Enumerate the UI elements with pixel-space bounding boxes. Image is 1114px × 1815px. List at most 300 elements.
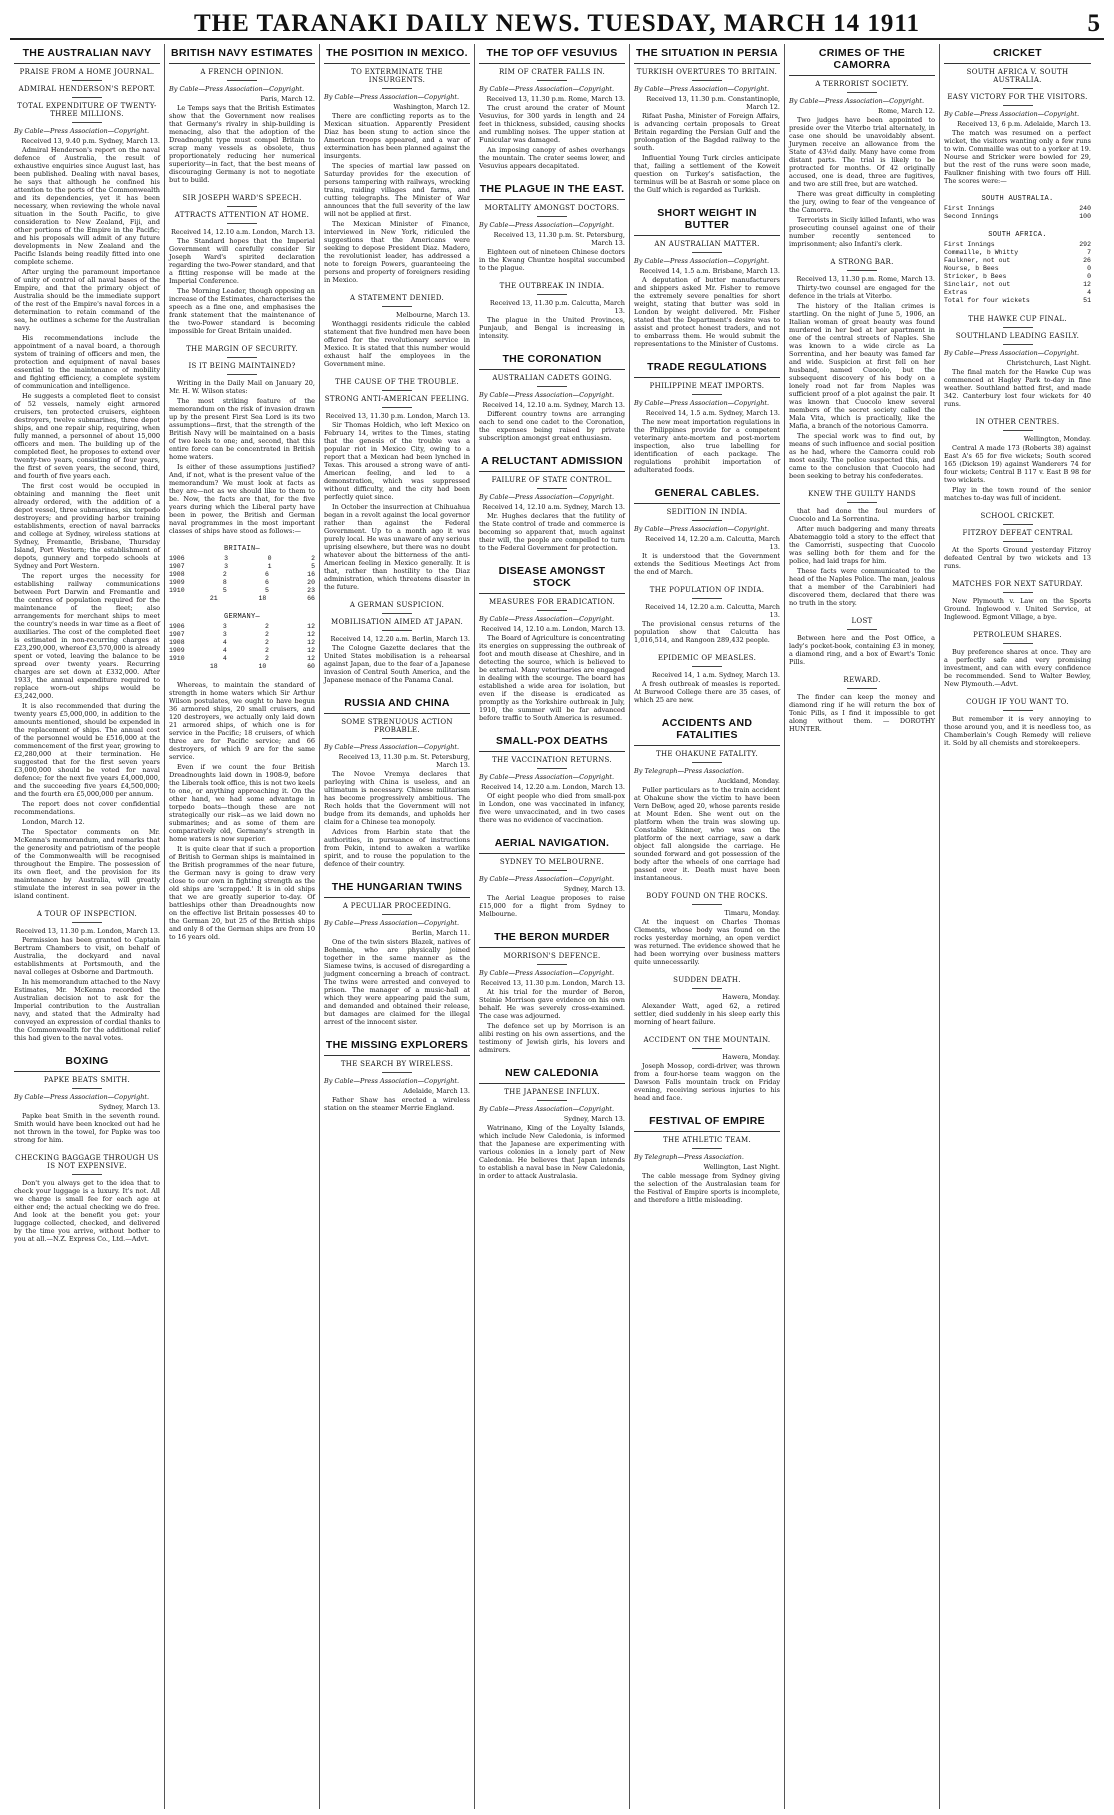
article-subheading: EPIDEMIC OF MEASLES. xyxy=(657,654,757,662)
article-subheading: CHECKING BAGGAGE THROUGH US IS NOT EXPENSIVE. xyxy=(15,1154,159,1170)
article-subheading: SOME STRENUOUS ACTION PROBABLE. xyxy=(341,718,453,734)
article-subheading: THE POPULATION OF INDIA. xyxy=(649,586,765,594)
paragraph: The report does not cover confidential recommendations. xyxy=(14,800,160,816)
table-cell: 66 xyxy=(307,595,315,602)
article-dateline: Hawera, Monday. xyxy=(722,1053,780,1061)
paragraph: The defence set up by Morrison is an alibi resting on his own assertions, and the testimony of Jewish girls, his lovers and admirers. xyxy=(479,1022,625,1054)
table-cell: 1910 xyxy=(169,587,185,594)
article-dateline: Received 14, 1 a.m. Sydney, March 13. xyxy=(651,671,780,679)
article-section xyxy=(324,68,470,284)
paragraph: Buy preference shares at once. They are a perfectly safe and very promising investment, and can with every confidence be recommended. Send to Walter Bewley, New Plymouth.—Advt. xyxy=(944,648,1091,688)
article-body xyxy=(479,792,625,824)
table-cell: 7 xyxy=(1087,249,1091,256)
paragraph: The provisional census returns of the population show that Calcutta has 1,016,514, and Rangoon 289,432 people. xyxy=(634,620,780,644)
table-title: SOUTH AFRICA. xyxy=(988,231,1047,239)
article-headline: THE CORONATION xyxy=(479,350,625,370)
column-headline: THE POSITION IN MEXICO. xyxy=(324,44,470,64)
paragraph: Joseph Mossop, cordi-driver, was thrown from a four-horse team waggon on the Dawson Falls mountain track on Friday evening, receiving serious injuries to his head and face. xyxy=(634,1062,780,1102)
paragraph: Father Shaw has erected a wireless station on the steamer Merrie England. xyxy=(324,1096,470,1112)
article-subheading: A PECULIAR PROCEEDING. xyxy=(342,902,452,910)
article-section xyxy=(944,315,1091,408)
table-cell: 1907 xyxy=(169,631,185,638)
table-row xyxy=(944,281,1091,289)
table-cell: 2 xyxy=(265,647,269,654)
rule-divider xyxy=(537,386,567,387)
rule-divider xyxy=(847,270,877,271)
article-section xyxy=(944,231,1091,305)
rule-divider xyxy=(692,904,722,905)
paragraph: One of the twin sisters Blazek, natives of Bohemia, who are physically joined together in the same manner as the Siamese twins, is accused of disregarding a judgment concerning a breach of contract. The twins were arrested and conveyed to prison. The manager of a music-hall at which they were appearing paid the sum, and demanded and obtained their release, but damages are claimed for the illegal arrest of the innocent sister. xyxy=(324,938,470,1026)
article-body xyxy=(634,680,780,704)
article-body xyxy=(479,512,625,552)
article-section xyxy=(634,358,780,474)
article-body xyxy=(324,320,470,368)
article-subheading: A GERMAN SUSPICION. xyxy=(349,601,445,609)
paragraph: After much badgering and many threats Abatemaggio told a story to the effect that the Camorristi, suspecting that Cuocolo was selling both for them and for the police, had laid traps for him. xyxy=(789,525,935,565)
article-dateline: Received 14, 12.10 a.m. London, March 13. xyxy=(480,625,625,633)
table-cell: 12 xyxy=(307,623,315,630)
paragraph: The history of the Italian crimes is startling. On the night of June 5, 1906, an Italian woman of great beauty was found murdered in her bed at her apartment in one of the central streets of Naples. She was known to a wide circle as La Sorrentina, and her beauty was famed far and wide. Suspicion at first fell on her husband, named Cuocolo, but the subsequent discovery of his body on a lonely road not far from Naples was sufficient proof of a plot against the pair. It was known that Cuocolo knew several members of the secret society called the Mala Vita, which is practically, like the Mafia, a branch of the notorious Camorra. xyxy=(789,302,935,430)
article-dateline: Received 13, 11.30 p.m. St. Petersburg, March 13. xyxy=(338,753,470,769)
article-dateline: Received 13, 11.30 p.m. Constantinople, March 12. xyxy=(646,95,780,111)
article-headline: THE MISSING EXPLORERS xyxy=(324,1036,470,1056)
article-dateline: Received 13, 11.30 p.m. London, March 13. xyxy=(480,979,625,987)
paragraph: Papke beat Smith in the seventh round. Smith would have been knocked out had he not thrown in the towel, for Papke was too strong for him. xyxy=(14,1112,160,1144)
article-body xyxy=(324,1096,470,1112)
rule-divider xyxy=(1003,344,1033,345)
article-subheading: THE VACCINATION RETURNS. xyxy=(492,756,612,764)
table-row xyxy=(169,563,315,571)
article-body xyxy=(479,410,625,442)
rule-divider xyxy=(1003,430,1033,431)
table-cell: 1 xyxy=(267,563,272,570)
paragraph: Rifaat Pasha, Minister of Foreign Affairs, is advancing certain proposals to Great Britain regarding the Persian Gulf and the prolongation of the Bagdad railway to the south. xyxy=(634,112,780,152)
article-section xyxy=(169,681,315,941)
article-body xyxy=(789,284,935,480)
article-dateline: Melbourne, March 13. xyxy=(396,311,470,319)
paragraph: The Spectator comments on Mr. McKenna's memorandum, and remarks that the generosity and patriotism of the people of the Commonwealth will be recognised throughout the Empire. The possession of its own fleet, and the provision for its maintenance by Australia, will greatly stimulate the interest in sea power in the island continent. xyxy=(14,828,160,900)
data-table xyxy=(944,231,1091,305)
article-section xyxy=(479,452,625,552)
article-headline: NEW CALEDONIA xyxy=(479,1064,625,1084)
article-body xyxy=(324,938,470,1026)
table-row xyxy=(169,647,315,655)
article-section xyxy=(944,68,1091,185)
article-section xyxy=(944,418,1091,502)
article-subheading: TOTAL EXPENDITURE OF TWENTY-THREE MILLIONS. xyxy=(17,102,157,118)
paragraph: At the inquest on Charles Thomas Clements, whose body was found on the rocks yesterday morning, an open verdict was returned. The evidence showed that he had been worrying over business matters quite unnecessarily. xyxy=(634,918,780,966)
column-headline: CRICKET xyxy=(944,44,1091,64)
article-body xyxy=(14,1112,160,1144)
table-cell: Stricker, b Bees xyxy=(944,273,1007,280)
article-byline: By Cable—Press Association—Copyright. xyxy=(324,93,460,101)
rule-divider xyxy=(537,610,567,611)
page-number: 5 xyxy=(1087,10,1100,37)
article-section xyxy=(634,654,780,704)
paragraph: The match was resumed on a perfect wicket, the visitors wanting only a few runs to win. Commaille was out to a yorker at 19. Nourse and Stricker were bowled for 29, but the rest of the runs were soon made, Faulkner finishing with two fours off Hill. The scores were:— xyxy=(944,129,1091,185)
article-dateline: Berlin, March 11. xyxy=(411,929,470,937)
table-cell: 12 xyxy=(307,655,315,662)
article-body xyxy=(789,507,935,607)
article-byline: By Cable—Press Association—Copyright. xyxy=(14,1093,150,1101)
article-dateline: Received 14, 1.5 a.m. Brisbane, March 13. xyxy=(639,267,780,275)
article-section xyxy=(789,80,935,248)
article-body xyxy=(634,1002,780,1026)
article-subheading: MORTALITY AMONGST DOCTORS. xyxy=(484,204,620,212)
article-body xyxy=(789,116,935,248)
paragraph: The cable message from Sydney giving the selection of the Australasian team for the Festival of Empire sports is incomplete, and therefore a little misleading. xyxy=(634,1172,780,1204)
rule-divider xyxy=(847,502,877,503)
article-body xyxy=(479,988,625,1054)
article-body xyxy=(944,129,1091,185)
paragraph: His recommendations include the appointment of a naval board, a thorough system of training of officers and men, the protection and equipment of naval bases essential to the maintenance of mobility and fighting efficiency, a complete system of communication and intelligence. xyxy=(14,334,160,390)
paragraph: The Novoe Vremya declares that parleying with China is useless, and an ultimatum is necessary. Chinese militarism has become progressively ambitious. The Rech holds that the Government will not budge from its demands, and upholds her claim for a Chinese tea monopoly. xyxy=(324,770,470,826)
rule-divider xyxy=(382,390,412,391)
article-subheading: PAPKE BEATS SMITH. xyxy=(43,1076,131,1084)
article-subheading: SCHOOL CRICKET. xyxy=(980,512,1055,520)
table-cell: 1909 xyxy=(169,647,185,654)
article-body xyxy=(789,693,935,733)
article-subheading: A FRENCH OPINION. xyxy=(200,68,284,76)
rule-divider xyxy=(227,374,257,375)
article-subheading: IN OTHER CENTRES. xyxy=(975,418,1060,426)
rule-divider xyxy=(72,922,102,923)
table-cell: 26 xyxy=(1083,257,1091,264)
article-body xyxy=(324,112,470,284)
rule-divider xyxy=(227,206,257,207)
article-subheading: SIR JOSEPH WARD'S SPEECH. xyxy=(182,194,302,202)
article-headline: THE HUNGARIAN TWINS xyxy=(324,878,470,898)
rule-divider xyxy=(692,80,722,81)
article-section xyxy=(324,1036,470,1112)
article-body xyxy=(944,715,1091,747)
article-byline: By Cable—Press Association—Copyright. xyxy=(479,493,615,501)
article-byline: By Telegraph—Press Association. xyxy=(634,1153,744,1161)
article-dateline: Received 14, 12.10 a.m. Sydney, March 13. xyxy=(482,503,625,511)
article-section xyxy=(634,892,780,966)
rule-divider xyxy=(1003,592,1033,593)
article-subheading: THE OHAKUNE FATALITY. xyxy=(656,750,758,758)
rule-divider xyxy=(1003,327,1033,328)
article-subheading: TURKISH OVERTURES TO BRITAIN. xyxy=(636,68,778,76)
article-body xyxy=(479,894,625,918)
article-body xyxy=(944,368,1091,408)
article-subheading: COUGH IF YOU WANT TO. xyxy=(966,698,1069,706)
paragraph: The final match for the Hawke Cup was commenced at Hagley Park to-day in fine weather. Southland batted first, and made 342. Canterbury lost four wickets for 40 runs. xyxy=(944,368,1091,408)
rule-divider xyxy=(537,294,567,295)
article-section xyxy=(324,601,470,684)
data-table xyxy=(944,195,1091,221)
table-cell: 1907 xyxy=(169,563,185,570)
table-cell: 10 xyxy=(258,663,267,670)
article-dateline: Received 14, 12.20 a.m. London, March 13. xyxy=(480,783,625,791)
table-cell: 12 xyxy=(307,647,315,654)
article-body xyxy=(324,421,470,591)
article-headline: TRADE REGULATIONS xyxy=(634,358,780,378)
table-cell: 6 xyxy=(265,571,269,578)
table-cell: 8 xyxy=(222,579,227,586)
table-cell: 4 xyxy=(222,647,227,654)
article-byline: By Cable—Press Association—Copyright. xyxy=(14,127,150,135)
paragraph: Wonthaggi residents ridicule the cabled statement that five hundred men have been offered for the revolutionary service in Mexico. It is stated that this number would exhaust half the employees in the Government mine. xyxy=(324,320,470,368)
table-row xyxy=(169,571,315,579)
article-section xyxy=(14,1154,160,1243)
article-dateline: Received 13, 9.40 p.m. Sydney, March 13. xyxy=(21,137,160,145)
paragraph: Between here and the Post Office, a lady's pocket-book, containing £3 in money, a diamond ring, and a box of Ewart's Tonic Pills. xyxy=(789,634,935,666)
rule-divider xyxy=(227,223,257,224)
article-dateline: Sydney, March 13. xyxy=(563,885,625,893)
article-dateline: Auckland, Monday. xyxy=(717,777,780,785)
article-dateline: Received 13, 11.30 p.m. Rome, March 13. xyxy=(486,95,625,103)
article-dateline: Received 14, 12.10 a.m. Sydney, March 13. xyxy=(482,401,625,409)
table-row xyxy=(169,631,315,639)
paragraph: After urging the paramount importance of unity of control of all naval bases of the Empire, and that the primary object of Australia should be the immediate support of the rest of the Empire's naval forces in a determination to retain command of the sea, he outlines a scheme for the Australian navy. xyxy=(14,268,160,332)
article-subheading: TO EXTERMINATE THE INSURGENTS. xyxy=(351,68,443,84)
rule-divider xyxy=(72,80,102,81)
rule-divider xyxy=(72,1174,102,1175)
article-byline: By Cable—Press Association—Copyright. xyxy=(479,615,615,623)
table-row xyxy=(169,587,315,595)
paragraph: Don't you always get to the idea that to check your luggage is a luxury. It's not. All we charge is small fee for each age at either end; the actual checking we do free. And look at the benefit you get: your luggage collected, checked, and delivered by the time you arrive, without bother to you at all.—N.Z. Express Co., Ltd.—Advt. xyxy=(14,1179,160,1243)
article-subheading: ADMIRAL HENDERSON'S REPORT. xyxy=(18,85,156,93)
table-cell: 12 xyxy=(1083,281,1091,288)
paragraph: The Standard hopes that the Imperial Government will carefully consider Sir Joseph Ward's spirited declaration regarding the two-Power standard, and that a fitting response will be made at the Imperial Conference. xyxy=(169,237,315,285)
article-dateline: Received 14, 12.10 a.m. London, March 13. xyxy=(170,228,315,236)
rule-divider xyxy=(1003,541,1033,542)
paragraph: Writing in the Daily Mail on January 20, Mr. H. W. Wilson states: xyxy=(169,379,315,395)
article-byline: By Cable—Press Association—Copyright. xyxy=(479,875,615,883)
table-cell: First Innings xyxy=(944,205,995,212)
article-subheading: SOUTH AFRICA V. SOUTH AUSTRALIA. xyxy=(966,68,1069,84)
column-headline: THE SITUATION IN PERSIA xyxy=(634,44,780,64)
article-byline: By Cable—Press Association—Copyright. xyxy=(324,919,460,927)
paragraph: Watrinano, King of the Loyalty Islands, which include New Caledonia, is informed that the Japanese are experimenting with various colonies in a lonely part of New Caledonia. He believes that Japan intends to establish a naval base in New Caledonia, in order to attack Australasia. xyxy=(479,1124,625,1180)
article-section xyxy=(789,258,935,480)
article-section xyxy=(169,194,315,335)
table-cell: 4 xyxy=(222,639,227,646)
rule-divider xyxy=(692,666,722,667)
paragraph: Alexander Watt, aged 62, a retired settler, died suddenly in his sleep early this morning of heart failure. xyxy=(634,1002,780,1026)
article-subheading: ATTRACTS ATTENTION AT HOME. xyxy=(174,211,310,219)
article-dateline: Hawera, Monday. xyxy=(722,993,780,1001)
article-subheading: AUSTRALIAN CADETS GOING. xyxy=(492,374,612,382)
article-subheading: A STATEMENT DENIED. xyxy=(349,294,445,302)
table-row xyxy=(944,289,1091,297)
paragraph: The crust around the crater of Mount Vesuvius, for 300 yards in length and 24 feet in thickness, subsided, causing shocks and rumbling noises. The upper station at Funicular was damaged. xyxy=(479,104,625,144)
paragraph: New Plymouth v. Law on the Sports Ground. Inglewood v. United Service, at Inglewood. Egmont Village, a bye. xyxy=(944,597,1091,621)
article-subheading: IS IT BEING MAINTAINED? xyxy=(188,362,296,370)
article-dateline: Sydney, March 13. xyxy=(563,1115,625,1123)
paragraph: But remember it is very annoying to those around you, and it is needless too, as Chamberlain's Cough Remedy will relieve it. Sold by all chemists and storekeepers. xyxy=(944,715,1091,747)
article-section xyxy=(634,484,780,576)
article-subheading: PHILIPPINE MEAT IMPORTS. xyxy=(649,382,765,390)
article-dateline: Paris, March 12. xyxy=(260,95,315,103)
article-subheading: A TERRORIST SOCIETY. xyxy=(815,80,909,88)
article-byline: By Cable—Press Association—Copyright. xyxy=(479,1105,615,1113)
paragraph: Influential Young Turk circles anticipate that, failing a settlement of the Koweit question on Turkey's satisfaction, the terminus will be at Basrah or some place on the Gulf which is regarded as Turkish. xyxy=(634,154,780,194)
article-body xyxy=(479,634,625,722)
paragraph: Admiral Henderson's report on the naval defence of Australia, the result of exhaustive enquiries since August last, has been published. Dealing with naval bases, he says that although he confined his attention to the ports of the Commonwealth and its dependencies, yet it has been necessary, when reviewing the whole naval situation in the South Pacific, to give consideration to New Zealand, Fiji, and other portions of the Empire in the Pacific; and his proposals will admit of any future developments in New Zealand and the Pacific Islands being readily fitted into one complete scheme. xyxy=(14,146,160,266)
article-byline: By Cable—Press Association—Copyright. xyxy=(634,525,770,533)
table-cell: 12 xyxy=(307,631,315,638)
article-body xyxy=(14,1179,160,1243)
article-byline: By Cable—Press Association—Copyright. xyxy=(944,349,1080,357)
paragraph: London, March 12. xyxy=(22,818,85,826)
table-cell: 2 xyxy=(265,631,269,638)
article-headline: THE PLAGUE IN THE EAST. xyxy=(479,180,625,200)
paragraph: Mr. Hughes declares that the futility of the State control of trade and commerce is becoming so apparent that, much against their will, the people are compelled to turn to the Federal Government for protection. xyxy=(479,512,625,552)
article-dateline: Washington, March 12. xyxy=(393,103,470,111)
paragraph: The plague in the United Provinces, Punjaub, and Bengal is increasing in intensity. xyxy=(479,316,625,340)
article-subheading: SOUTHLAND LEADING EASILY. xyxy=(955,332,1080,340)
article-dateline: Received 13, 11.30 p.m. Rome, March 13. xyxy=(796,275,935,283)
paragraph: that had done the foul murders of Cuocolo and La Sorrentina. xyxy=(789,507,935,523)
article-dateline: Christchurch, Last Night. xyxy=(1006,359,1091,367)
newspaper-title: THE TARANAKI DAILY NEWS. TUESDAY, MARCH 14 1911 xyxy=(193,10,921,37)
article-byline: By Cable—Press Association—Copyright. xyxy=(324,743,460,751)
article-subheading: THE JAPANESE INFLUX. xyxy=(504,1088,600,1096)
column-headline: THE AUSTRALIAN NAVY xyxy=(14,44,160,64)
table-row xyxy=(944,213,1091,221)
table-row xyxy=(944,265,1091,273)
paragraph: Of eight people who died from small-pox in London, one was vaccinated in infancy, five were unvaccinated, and in two cases there was no evidence of vaccination. xyxy=(479,792,625,824)
paragraph: Le Temps says that the British Estimates show that the Government now realises that Germany's rivalry in ship-building is menacing, also that the adoption of the Dreadnought type must compel Britain to scrap many vessels as obsolete, thus proportionately reducing her numerical superiority—in fact, that the best means of discouraging Germany is not to negotiate but to build. xyxy=(169,104,315,184)
table-cell: 3 xyxy=(224,555,229,562)
table-cell: 0 xyxy=(1087,273,1091,280)
article-subheading: REWARD. xyxy=(843,676,881,684)
article-section xyxy=(634,204,780,348)
article-body xyxy=(169,379,315,535)
paragraph: Central A made 173 (Roberts 38) against East A's 65 for five wickets; South scored 165 (Dickson 19) against Wanderers 74 for four wickets; Central B 117 v. East B 98 for two wickets. xyxy=(944,444,1091,484)
rule-divider xyxy=(692,520,722,521)
article-byline: By Cable—Press Association—Copyright. xyxy=(324,1077,460,1085)
article-byline: By Telegraph—Press Association. xyxy=(634,767,744,775)
article-subheading: THE HAWKE CUP FINAL. xyxy=(968,315,1067,323)
article-body xyxy=(634,1172,780,1204)
rule-divider xyxy=(382,306,412,307)
paragraph: The finder can keep the money and diamond ring if he will return the box of Tonic Pills, as I find it impossible to get along without them. — DOROTHY HUNTER. xyxy=(789,693,935,733)
paragraph: At his trial for the murder of Beron, Steinie Morrison gave evidence on his own behalf. He was severely cross-examined. The case was adjourned. xyxy=(479,988,625,1020)
paragraph: In October the insurrection at Chihuahua began in a revolt against the local governor rather than against the Federal Government. Up to a month ago it was purely local. He was unaware of any serious uprising elsewhere, but there was no doubt whatever about the bitterness of the anti-American feeling in Mexico generally. It is that, rather than hostility to the Diaz administration, which threatens disaster in the future. xyxy=(324,503,470,591)
column xyxy=(475,44,630,1809)
rule-divider xyxy=(537,488,567,489)
article-byline: By Cable—Press Association—Copyright. xyxy=(479,221,615,229)
rule-divider xyxy=(382,613,412,614)
article-subheading: MEASURES FOR ERADICATION. xyxy=(489,598,615,606)
article-headline: BOXING xyxy=(14,1052,160,1072)
table-row xyxy=(944,297,1091,305)
table-cell: 5 xyxy=(311,563,315,570)
article-headline: DISEASE AMONGST STOCK xyxy=(479,562,625,594)
table-cell: 0 xyxy=(1087,265,1091,272)
article-byline: By Cable—Press Association—Copyright. xyxy=(634,85,770,93)
article-subheading: MATCHES FOR NEXT SATURDAY. xyxy=(952,580,1083,588)
table-cell: 20 xyxy=(307,579,315,586)
article-section xyxy=(479,928,625,1054)
article-body xyxy=(479,1124,625,1180)
article-subheading: MOBILISATION AIMED AT JAPAN. xyxy=(330,618,463,626)
paragraph: In his memorandum attached to the Navy Estimates, Mr. McKenna recorded the Australian decision not to ask for the Imperial contribution to the Australian navy, and stated that the Admiralty had conveyed an expression of cordial thanks to the Commonwealth for the additional relief this had given to the naval votes. xyxy=(14,978,160,1042)
table-cell: 3 xyxy=(222,631,227,638)
data-table xyxy=(169,545,315,603)
article-section xyxy=(14,68,160,900)
rule-divider xyxy=(847,688,877,689)
columns xyxy=(10,44,1104,1809)
table-cell: Total for four wickets xyxy=(944,297,1030,304)
article-dateline: Received 14, 12.20 a.m. Calcutta, March 13. xyxy=(645,603,780,619)
column-headline: THE TOP OFF VESUVIUS xyxy=(479,44,625,64)
rule-divider xyxy=(692,1048,722,1049)
paragraph: The Aerial League proposes to raise £15,000 for a flight from Sydney to Melbourne. xyxy=(479,894,625,918)
data-table xyxy=(169,613,315,671)
article-section xyxy=(789,676,935,733)
article-section xyxy=(634,68,780,194)
paragraph: It is understood that the Government extends the Seditious Meetings Act from the end of March. xyxy=(634,552,780,576)
paragraph: Two judges have been appointed to preside over the Viterbo trial alternately, in case one should be unavoidably absent. Jurymen receive an allowance from the State of 43½d daily. Many have come from distant parts. The trial is likely to be protracted for months. Of 42 originally accused, one is dead, three are fugitives, and two are still free, but are watched. xyxy=(789,116,935,188)
paragraph: Whereas, to maintain the standard of strength in home waters which Sir Arthur Wilson postulates, we ought to have begun 36 armored ships, 20 small cruisers, and 120 destroyers, we actually only laid down 21 armored ships, of which one is for service in the Pacific; 18 cruisers, of which three are for Pacific service; and 66 destroyers, of which 9 are for the same service. xyxy=(169,681,315,761)
table-cell: 18 xyxy=(258,595,267,602)
table-cell: 2 xyxy=(265,639,269,646)
rule-divider xyxy=(692,762,722,763)
article-section xyxy=(944,580,1091,621)
article-headline: SMALL-POX DEATHS xyxy=(479,732,625,752)
table-cell: 5 xyxy=(222,587,227,594)
table-cell: 16 xyxy=(307,571,315,578)
table-cell: 1909 xyxy=(169,579,185,586)
article-dateline: Received 14, 12.20 a.m. Calcutta, March 13. xyxy=(645,535,780,551)
article-subheading: THE ATHLETIC TEAM. xyxy=(663,1136,751,1144)
column xyxy=(10,44,165,1809)
table-cell: Commaille, b Whitty xyxy=(944,249,1019,256)
article-body xyxy=(169,681,315,941)
rule-divider xyxy=(1003,524,1033,525)
paragraph: Is either of these assumptions justified? And, if not, what is the present value of the memorandum? We must look at facts as they are—not as we should like to them to be. Now, the facts are that, for the five years during which the Liberal party have been in power, the British and German naval programmes in the most important classes of ships have stood as follows:— xyxy=(169,463,315,535)
paragraph: Fuller particulars as to the train accident at Ohakune show the victim to have been Vern DeBow, aged 20, whose parents reside at Mount Eden. She went out on the platform when the train was slowing up. Constable Skinner, who was on the platform of the next carriage, saw a dark object fall alongside the carriage. He sounded forward and got possession of the body after the wheels of one carriage had passed over it. Death must have been instantaneous. xyxy=(634,786,780,882)
article-subheading: EASY VICTORY FOR THE VISITORS. xyxy=(947,93,1088,101)
article-subheading: THE OUTBREAK IN INDIA. xyxy=(499,282,605,290)
table-title: BRITAIN— xyxy=(223,545,260,553)
article-section xyxy=(634,714,780,882)
table-row xyxy=(944,273,1091,281)
table-cell: 100 xyxy=(1079,213,1091,220)
column xyxy=(940,44,1095,1809)
article-body xyxy=(479,316,625,340)
article-subheading: KNEW THE GUILTY HANDS xyxy=(808,490,916,498)
paragraph: The new meat importation regulations in the Philippines provide for a competent veterinary ante-mortem and post-mortem inspection, also true labelling for identification of each package. The regulations prohibit importation of adulterated foods. xyxy=(634,418,780,474)
rule-divider xyxy=(537,216,567,217)
paragraph: At the Sports Ground yesterday Fitzroy defeated Central by two wickets and 13 runs. xyxy=(944,546,1091,570)
article-subheading: FAILURE OF STATE CONTROL. xyxy=(491,476,613,484)
rule-divider xyxy=(382,1072,412,1073)
article-body xyxy=(944,444,1091,502)
article-section xyxy=(479,68,625,170)
rule-divider xyxy=(72,1088,102,1089)
article-subheading: AN AUSTRALIAN MATTER. xyxy=(654,240,760,248)
article-body xyxy=(169,237,315,335)
paragraph: Play in the town round of the senior matches to-day was full of incident. xyxy=(944,486,1091,502)
article-section xyxy=(479,732,625,824)
article-dateline: Received 13, 11.30 p.m. London, March 13. xyxy=(325,412,470,420)
table-cell: 1908 xyxy=(169,571,185,578)
article-dateline: Rome, March 12. xyxy=(878,107,935,115)
paragraph: The first cost would be occupied in obtaining and manning the fleet unit already ordered, with the addition of a depot vessel, three submarines, six torpedo destroyers; and providing harbor training establishments, erection of naval barracks and college at Sydney, wireless stations at Sydney, Fremantle, Brisbane, Thursday Island, Port Western; the establishment of depots, gunnery and torpedo schools at Sydney and Port Western. xyxy=(14,482,160,570)
article-subheading: MORRISON'S DEFENCE. xyxy=(503,952,601,960)
table-cell: 5 xyxy=(265,587,269,594)
paragraph: Permission has been granted to Captain Bertram Chambers to visit, on behalf of Australia, the dockyard and naval establishments at Portsmouth, and the naval colleges at Osborne and Dartmouth. xyxy=(14,936,160,976)
article-section xyxy=(324,694,470,868)
article-section xyxy=(944,512,1091,570)
table-row xyxy=(169,655,315,663)
